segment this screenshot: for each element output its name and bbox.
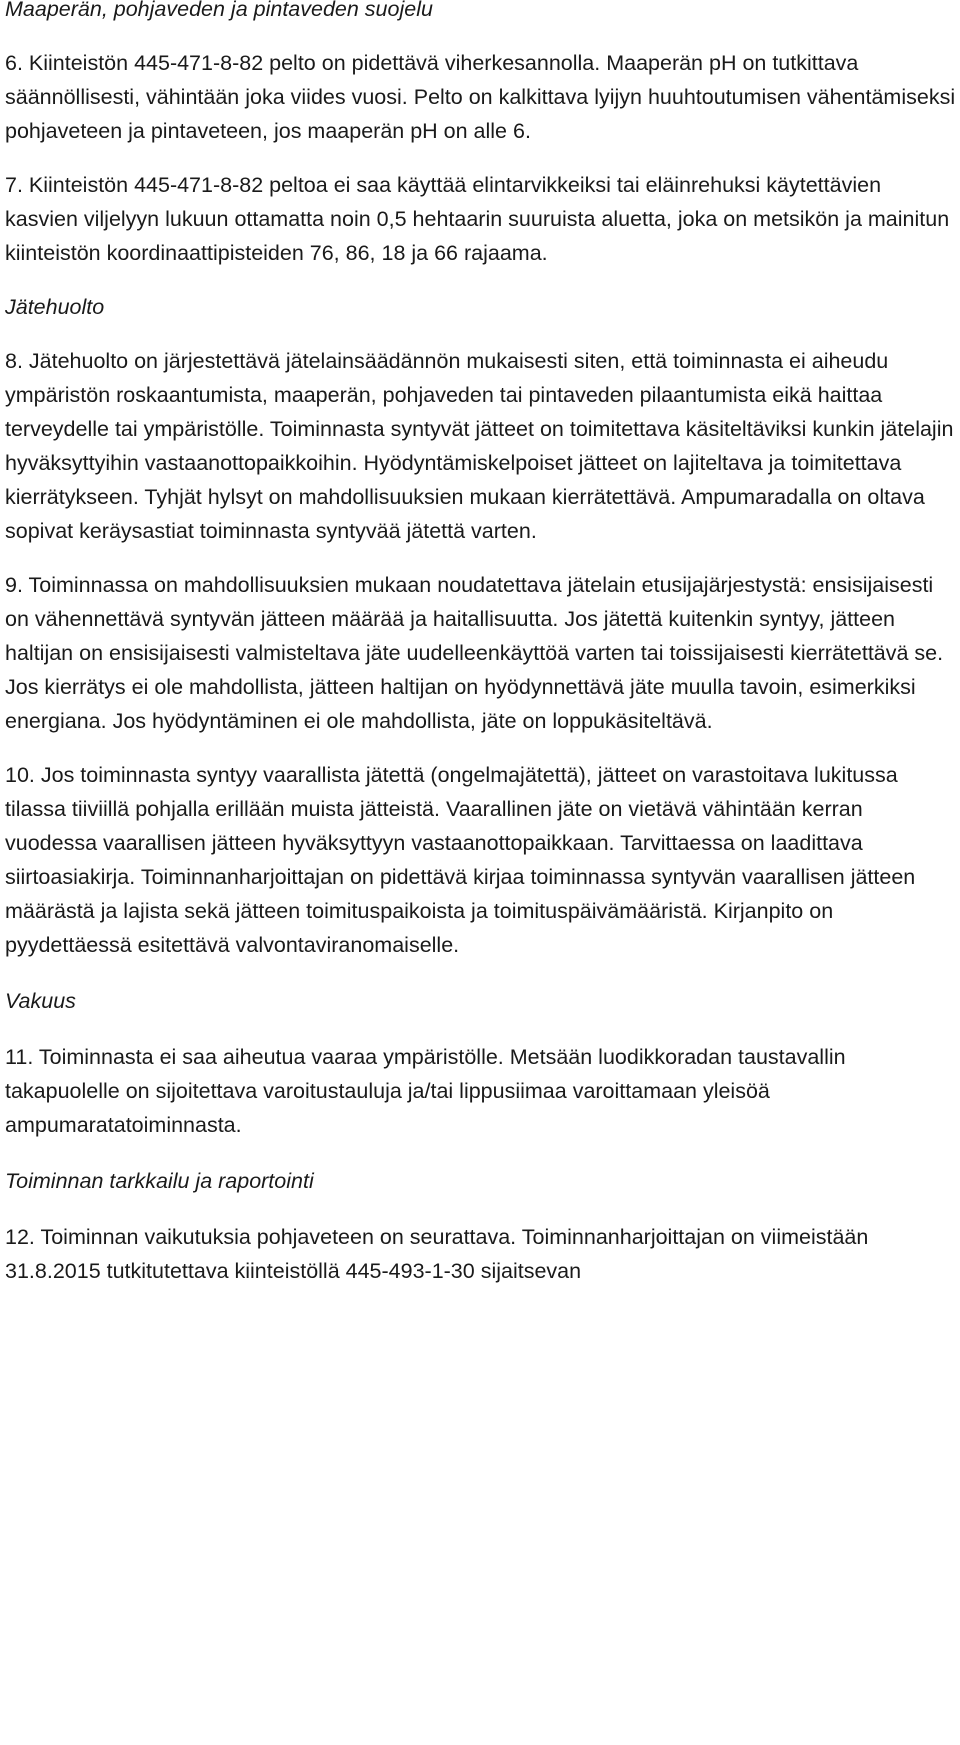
paragraph-9: 9. Toiminnassa on mahdollisuuksien mukaan noudatettava jätelain etusijajärjestystä: ensisijaisesti on vähennettävä syntyvän jätteen määrää ja haitallisuutta. Jos jätettä kuitenkin syntyy, jätteen haltijan on ensisijaisesti valmisteltava jäte uudelleenkäyttöä varten tai toissijaisesti kierrätettävä se. Jos kierrätys ei ole mahdollista, jätteen haltijan on hyödynnettävä jäte muulla tavoin, esimerkiksi energiana. Jos hyödyntäminen ei ole mahdollista, jäte on loppukäsiteltävä.	[5, 573, 944, 733]
paragraph-11: 11. Toiminnasta ei saa aiheutua vaaraa ympäristölle. Metsään luodikkoradan taustavallin takapuolelle on sijoitettava varoitustauluja ja/tai lippusiimaa varoittamaan yleisöä ampumaratatoiminnasta.	[5, 1045, 846, 1137]
paragraph-8: 8. Jätehuolto on järjestettävä jätelainsäädännön mukaisesti siten, että toiminnasta ei aiheudu ympäristön roskaantumista, maaperän, pohjaveden tai pintaveden pilaantumista eikä haittaa terveydelle tai ympäristölle. Toiminnasta syntyvät jätteet on toimitettava käsiteltäviksi kunkin jätelajin hyväksyttyihin vastaanottopaikkoihin. Hyödyntämiskelpoiset jätteet on lajiteltava ja toimitettava kierrätykseen. Tyhjät hylsyt on mahdollisuuksien mukaan kierrätettävä. Ampumaradalla on oltava sopivat keräysastiat toiminnasta syntyvää jätettä varten.	[5, 349, 954, 543]
paragraph-12: 12. Toiminnan vaikutuksia pohjaveteen on seurattava. Toiminnanharjoittajan on viimeistään 31.8.2015 tutkitutettava kiinteistöllä 445-493-1-30 sijaitsevan	[5, 1225, 869, 1283]
section-heading-security: Vakuus	[5, 989, 76, 1013]
section-heading-waste-management: Jätehuolto	[5, 295, 105, 319]
paragraph-6: 6. Kiinteistön 445-471-8-82 pelto on pidettävä viherkesannolla. Maaperän pH on tutkittava säännöllisesti, vähintään joka viides vuosi. Pelto on kalkittava lyijyn huuhtoutumisen vähentämiseksi pohjaveteen ja pintaveteen, jos maaperän pH on alle 6.	[5, 51, 956, 143]
section-heading-monitoring: Toiminnan tarkkailu ja raportointi	[5, 1169, 314, 1193]
document-page	[5, 0, 957, 1308]
paragraph-7: 7. Kiinteistön 445-471-8-82 peltoa ei saa käyttää elintarvikkeiksi tai eläinrehuksi käytettävien kasvien viljelyyn lukuun ottamatta noin 0,5 hehtaarin suuruista aluetta, joka on metsikön ja mainitun kiinteistön koordinaattipisteiden 76, 86, 18 ja 66 rajaama.	[5, 173, 950, 265]
section-heading-soil-protection: Maaperän, pohjaveden ja pintaveden suojelu	[5, 0, 433, 21]
paragraph-10: 10. Jos toiminnasta syntyy vaarallista jätettä (ongelmajätettä), jätteet on varastoitava lukitussa tilassa tiiviillä pohjalla erillään muista jätteistä. Vaarallinen jäte on vietävä vähintään kerran vuodessa vaarallisen jätteen hyväksyttyyn vastaanottopaikkaan. Tarvittaessa on laadittava siirtoasiakirja. Toiminnanharjoittajan on pidettävä kirjaa toiminnassa syntyvän vaarallisen jätteen määrästä ja lajista sekä jätteen toimituspaikoista ja toimituspäivämääristä. Kirjanpito on pyydettäessä esitettävä valvontaviranomaiselle.	[5, 763, 916, 957]
